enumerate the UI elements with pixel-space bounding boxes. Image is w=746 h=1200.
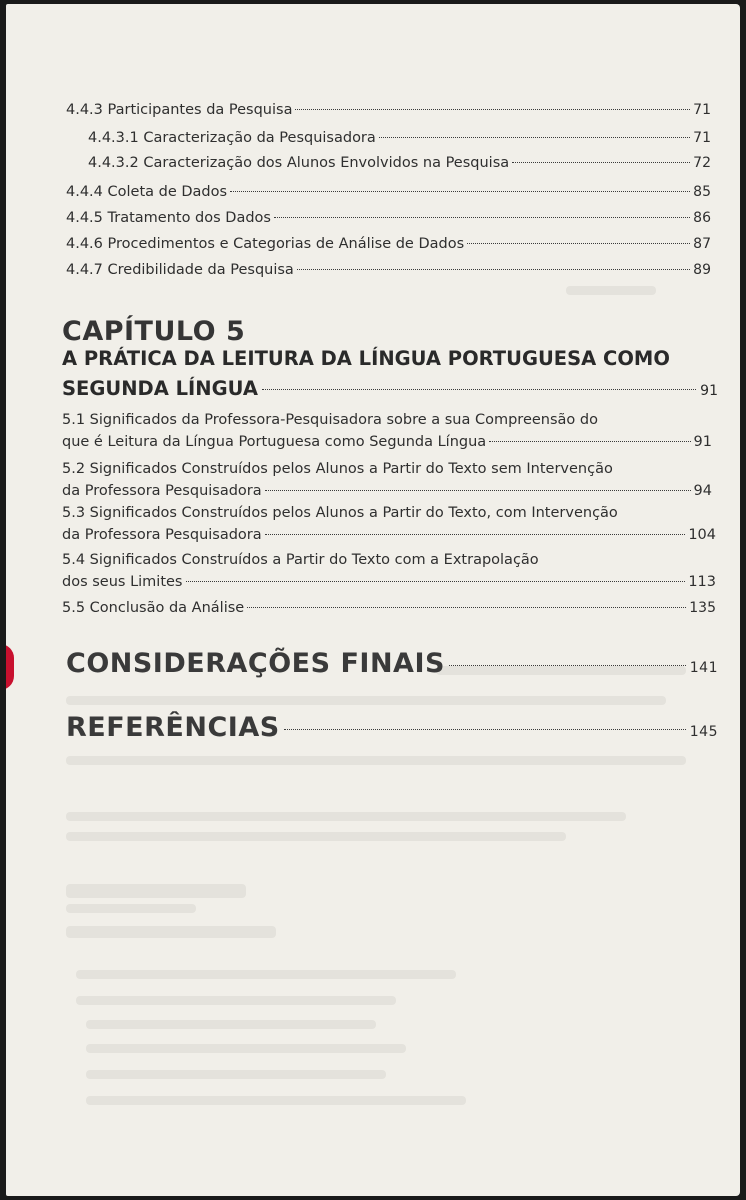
toc-entry-5-2 <box>62 458 712 502</box>
toc-entry-4-4-3 <box>66 99 711 121</box>
chapter-title-line-1: A PRÁTICA DA LEITURA DA LÍNGUA PORTUGUESA COMO <box>62 347 670 370</box>
dot-leader <box>247 607 686 608</box>
toc-entry-line-2: da Professora Pesquisadora <box>62 527 262 543</box>
toc-entry-page: 104 <box>688 527 716 543</box>
toc-entry-page: 94 <box>693 483 712 499</box>
toc-entry-4-4-4 <box>66 181 711 203</box>
toc-entry-label: 4.4.3.2 Caracterização dos Alunos Envolvidos na Pesquisa <box>88 155 510 171</box>
dot-leader <box>284 729 686 730</box>
toc-entry-page: 71 <box>693 130 711 146</box>
toc-entry-label: 4.4.4 Coleta de Dados <box>66 184 228 200</box>
toc-entry-page: 135 <box>689 600 716 616</box>
dot-leader <box>449 665 686 666</box>
toc-entry-label: 4.4.6 Procedimentos e Categorias de Análise de Dados <box>66 236 465 252</box>
toc-entry-4-4-5 <box>66 207 711 229</box>
toc-entry-line-1: 5.1 Significados da Professora-Pesquisadora sobre a sua Compreensão do <box>62 412 598 428</box>
toc-entry-line-2: da Professora Pesquisadora <box>62 483 262 499</box>
dot-leader <box>265 534 686 535</box>
dot-leader <box>265 490 691 491</box>
toc-entry-page: 71 <box>693 102 711 118</box>
chapter-title-line-2: SEGUNDA LÍNGUA <box>62 377 258 400</box>
chapter-page: 91 <box>700 383 718 399</box>
toc-entry-4-4-3-1 <box>88 127 711 149</box>
toc-entry-page: 89 <box>693 262 711 278</box>
dot-leader <box>274 217 690 218</box>
toc-entry-line-1: 5.3 Significados Construídos pelos Alunos a Partir do Texto, com Intervenção <box>62 505 618 521</box>
toc-entry-5-3 <box>62 502 716 546</box>
final-considerations-label: CONSIDERAÇÕES FINAIS <box>66 648 445 679</box>
toc-entry-page: 87 <box>693 236 711 252</box>
toc-entry-5-5 <box>62 597 716 619</box>
dot-leader <box>295 109 690 110</box>
toc-entry-page: 86 <box>693 210 711 226</box>
dot-leader <box>230 191 690 192</box>
references-label: REFERÊNCIAS <box>66 712 280 743</box>
toc-entry-line-1: 5.4 Significados Construídos a Partir do Texto com a Extrapolação <box>62 552 539 568</box>
toc-entry-5-4 <box>62 549 716 593</box>
final-considerations-page: 141 <box>689 660 718 676</box>
toc-entry-page: 85 <box>693 184 711 200</box>
toc-entry-page: 91 <box>693 434 712 450</box>
toc-entry-label: 4.4.3.1 Caracterização da Pesquisadora <box>88 130 376 146</box>
dot-leader <box>467 243 690 244</box>
dot-leader <box>297 269 690 270</box>
dot-leader <box>379 137 690 138</box>
toc-entry-4-4-7 <box>66 259 711 281</box>
chapter-title-row-2 <box>62 374 718 406</box>
toc-entry-page: 72 <box>693 155 711 171</box>
toc-entry-4-4-6 <box>66 233 711 255</box>
dot-leader <box>512 162 690 163</box>
dot-leader <box>262 389 696 390</box>
toc-entry-4-4-3-2 <box>88 152 711 174</box>
toc-entry-5-1 <box>62 409 712 453</box>
toc-entry-row-2 <box>62 431 712 453</box>
references-page: 145 <box>689 724 718 740</box>
toc-final-considerations <box>66 648 718 679</box>
dot-leader <box>186 581 686 582</box>
chapter-label: CAPÍTULO 5 <box>62 316 246 347</box>
toc-entry-line-2: que é Leitura da Língua Portuguesa como Segunda Língua <box>62 434 487 450</box>
toc-entry-label: 4.4.5 Tratamento dos Dados <box>66 210 271 226</box>
toc-entry-label: 5.5 Conclusão da Análise <box>62 600 245 616</box>
toc-entry-row-2 <box>62 480 712 502</box>
book-page <box>6 4 740 1196</box>
red-bookmark-edge <box>6 644 14 690</box>
toc-entry-row-2 <box>62 524 716 546</box>
toc-entry-line-1: 5.2 Significados Construídos pelos Alunos a Partir do Texto sem Intervenção <box>62 461 613 477</box>
toc-entry-line-2: dos seus Limites <box>62 574 183 590</box>
chapter-title <box>62 344 718 406</box>
toc-entry-label: 4.4.7 Credibilidade da Pesquisa <box>66 262 294 278</box>
dot-leader <box>489 441 690 442</box>
toc-entry-row-2 <box>62 571 716 593</box>
toc-references <box>66 712 718 743</box>
toc-entry-label: 4.4.3 Participantes da Pesquisa <box>66 102 293 118</box>
toc-entry-page: 113 <box>688 574 716 590</box>
